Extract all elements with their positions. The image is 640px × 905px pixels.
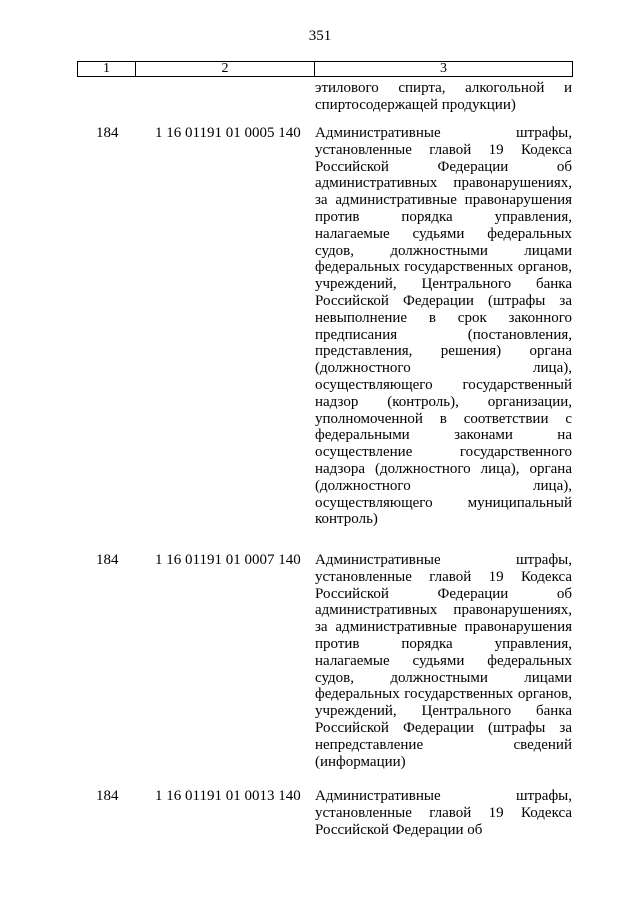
row-2-code: 1 16 01191 01 0007 140 bbox=[155, 552, 301, 568]
row-3-code: 1 16 01191 01 0013 140 bbox=[155, 788, 301, 804]
table-header-row bbox=[78, 62, 573, 77]
header-col-2: 2 bbox=[136, 62, 315, 77]
page-number: 351 bbox=[308, 28, 332, 44]
row-1-code: 1 16 01191 01 0005 140 bbox=[155, 125, 301, 141]
continuation-text: этилового спирта, алкогольной и спиртосодержащей продукции) bbox=[315, 80, 572, 113]
row-3-description: Административные штрафы, установленные главой 19 Кодекса Российской Федерации об bbox=[315, 788, 572, 838]
row-3-number: 184 bbox=[96, 788, 119, 804]
row-1-number: 184 bbox=[96, 125, 119, 141]
row-2-number: 184 bbox=[96, 552, 119, 568]
header-col-1: 1 bbox=[78, 62, 136, 77]
header-col-3: 3 bbox=[315, 62, 573, 77]
row-1-description: Административные штрафы, установленные главой 19 Кодекса Российской Федерации об административных правонарушениях, за административные правонарушения против порядка управления, налагаемые судьями федеральных судов, должностными лицами федеральных государственных органов, учреждений, Центрального банка Российской Федерации (штрафы за невыполнение в срок законного предписания (постановления, представления, решения) органа (должностного лица), осуществляющего государственный надзор (контроль), организации, уполномоченной в соответствии с федеральными законами на осуществление государственного надзора (должностного лица), органа (должностного лица), осуществляющего муниципальный контроль) bbox=[315, 125, 572, 528]
table-header bbox=[77, 61, 573, 77]
row-2-description: Административные штрафы, установленные главой 19 Кодекса Российской Федерации об административных правонарушениях, за административные правонарушения против порядка управления, налагаемые судьями федеральных судов, должностными лицами федеральных государственных органов, учреждений, Центрального банка Российской Федерации (штрафы за непредставление сведений (информации) bbox=[315, 552, 572, 770]
